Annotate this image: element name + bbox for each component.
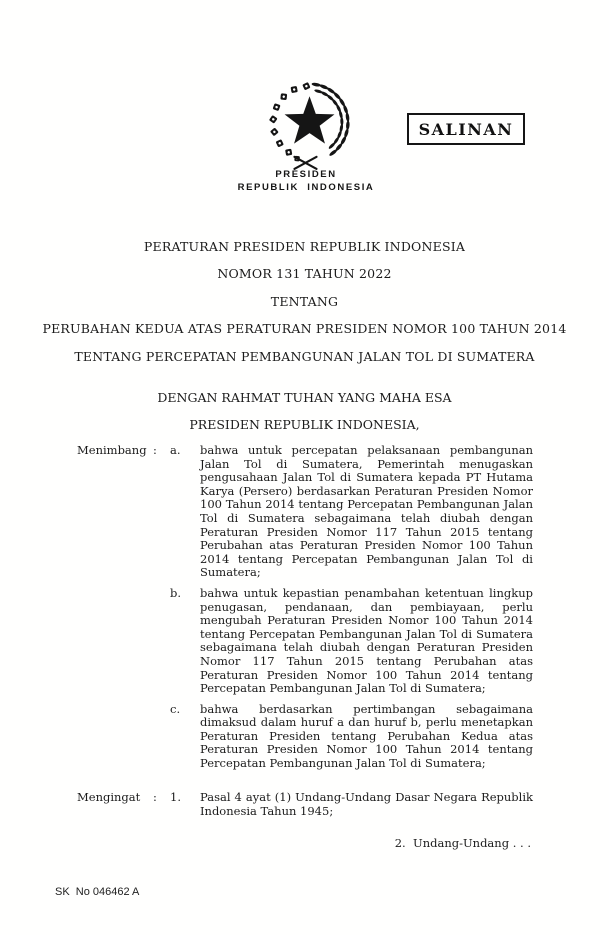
regulation-title — [0, 233, 609, 370]
authority-line: PRESIDEN REPUBLIK INDONESIA, — [189, 417, 420, 432]
presidential-emblem-icon — [251, 78, 363, 174]
title-line-3: TENTANG — [270, 293, 339, 309]
mengingat-item-1 — [170, 791, 533, 818]
title-line-2: NOMOR 131 TAHUN 2022 — [217, 266, 392, 282]
title-line-5: TENTANG PERCEPATAN PEMBANGUNAN JALAN TOL DI SUMATERA — [74, 348, 535, 364]
letterhead-line2: REPUBLIK INDONESIA — [237, 181, 375, 193]
salinan-label: SALINAN — [418, 119, 514, 139]
letterhead — [0, 169, 609, 194]
letterhead-line1: PRESIDEN — [275, 169, 337, 180]
mengingat-label: Mengingat — [77, 790, 141, 804]
salinan-stamp — [407, 113, 525, 145]
item-text: bahwa untuk percepatan pelaksanaan pembangunan Jalan Tol di Sumatera, Pemerintah menugaskan pengusahaan Jalan Tol di Sumatera kepada PT Hutama Karya (Persero) berdasarkan Peraturan Presiden Nomor 100 Tahun 2014 tentang Percepatan Pembangunan Jalan Tol di Sumatera sebagaimana telah diubah dengan Peraturan Presiden Nomor 117 Tahun 2015 tentang Perubahan atas Peraturan Presiden Nomor 100 Tahun 2014 tentang Percepatan Pembangunan Jalan Tol di Sumatera; — [200, 443, 533, 580]
title-line-1: PERATURAN PRESIDEN REPUBLIK INDONESIA — [143, 239, 466, 254]
menimbang-item-c — [170, 703, 533, 771]
title-line-4: PERUBAHAN KEDUA ATAS PERATURAN PRESIDEN NOMOR 100 TAHUN 2014 — [42, 321, 567, 337]
mengingat-items — [170, 791, 533, 818]
item-text: bahwa untuk kepastian penambahan ketentuan lingkup penugasan, pendanaan, dan pembiayaan, perlu mengubah Peraturan Presiden Nomor 100 Tahun 2014 tentang Percepatan Pembangunan Jalan Tol di Sumatera sebagaimana telah diubah dengan Peraturan Presiden Nomor 117 Tahun 2015 tentang Perubahan atas Peraturan Presiden Nomor 100 Tahun 2014 tentang Percepatan Pembangunan Jalan Tol di Sumatera; — [200, 585, 533, 696]
item-marker: b. — [170, 585, 182, 600]
menimbang-item-a — [170, 444, 533, 580]
invocation-block — [0, 384, 609, 438]
invocation-line: DENGAN RAHMAT TUHAN YANG MAHA ESA — [157, 390, 452, 405]
item-text: Pasal 4 ayat (1) Undang-Undang Dasar Negara Republik Indonesia Tahun 1945; — [200, 790, 533, 818]
item-marker: a. — [170, 443, 181, 457]
menimbang-label: Menimbang — [77, 443, 147, 457]
menimbang-clause — [77, 444, 533, 771]
mengingat-clause — [77, 791, 533, 818]
menimbang-items — [170, 444, 533, 771]
item-marker: 1. — [170, 790, 181, 804]
footer-document-code: SK No 046462 A — [55, 886, 140, 898]
menimbang-colon: : — [153, 443, 157, 457]
mengingat-colon: : — [153, 790, 157, 804]
menimbang-item-b — [170, 587, 533, 696]
catchword: 2. Undang-Undang . . . — [394, 836, 531, 850]
star-icon — [285, 96, 335, 143]
crossed-stems-icon — [294, 157, 316, 169]
item-marker: c. — [170, 701, 181, 716]
item-text: bahwa berdasarkan pertimbangan sebagaimana dimaksud dalam huruf a dan huruf b, perlu menetapkan Peraturan Presiden tentang Perubahan Kedua atas Peraturan Presiden Nomor 100 Tahun 2014 tentang Percepatan Pembangunan Jalan Tol di Sumatera; — [200, 701, 533, 771]
